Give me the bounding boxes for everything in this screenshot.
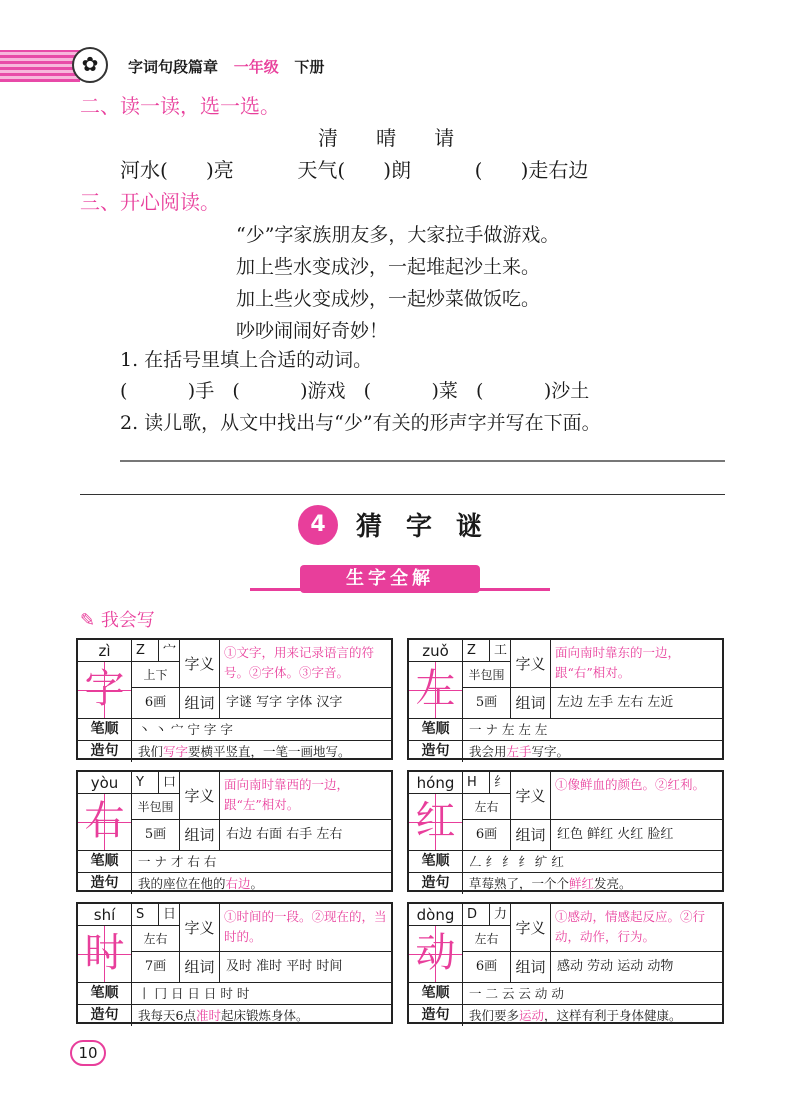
sentence: [138, 1005, 308, 1026]
radical-letter: Y: [136, 775, 144, 790]
words-label: 组词: [180, 688, 220, 718]
sentence-highlight: 右边: [225, 876, 251, 891]
words-label: 组词: [511, 952, 551, 982]
big-character: 右: [78, 794, 132, 850]
stroke-order: 丨 冂 日 日 日 时 时: [138, 986, 250, 1001]
header-decoration: [0, 50, 80, 82]
words-label: 组词: [511, 820, 551, 850]
radical-box: [132, 640, 180, 662]
stroke-order-row: [78, 982, 391, 1004]
big-character: 动: [409, 926, 463, 982]
meaning: ①感动，情感起反应。②行动，动作，行为。: [551, 904, 722, 952]
words: 字谜 写字 字体 汉字: [226, 695, 343, 710]
sentence-pre: 我的座位在他的: [138, 876, 226, 891]
radical: 工: [489, 640, 507, 662]
sentence-label: 造句: [409, 741, 463, 762]
grade-label: 一年级: [233, 58, 279, 76]
big-character: 红: [409, 794, 463, 850]
sentence-post: 写字。: [531, 744, 570, 759]
structure: 左右: [463, 926, 511, 952]
stroke-order: 𠃋 纟 纟 纟 纩 红: [469, 854, 564, 869]
poem-line-1: “少”字家族朋友多，大家拉手做游戏。: [236, 224, 560, 246]
big-character: 左: [409, 662, 463, 718]
words-label: 组词: [511, 688, 551, 718]
stroke-count: 7画: [132, 952, 180, 982]
meaning-label: 字义: [180, 772, 220, 820]
lesson-number-badge: 4: [298, 505, 338, 545]
stroke-order-label: 笔顺: [78, 719, 132, 740]
stroke-order: 一 ナ 才 右 右: [138, 854, 217, 869]
sentence-label: 造句: [409, 1005, 463, 1026]
words: 红色 鲜红 火红 脸红: [557, 827, 674, 842]
stroke-order-row: [78, 718, 391, 740]
section2-blanks: 河水( )亮 天气( )朗 ( )走右边: [120, 158, 589, 182]
stroke-order-row: [78, 850, 391, 872]
sentence: [469, 741, 569, 762]
question-2: 2. 读儿歌，从文中找出与“少”有关的形声字并写在下面。: [120, 412, 601, 434]
meaning-label: 字义: [180, 904, 220, 952]
radical-letter: S: [136, 907, 145, 922]
sentence-post: 要横平竖直，一笔一画地写。: [188, 744, 351, 759]
sentence-highlight: 准时: [195, 1008, 221, 1023]
big-character: 字: [78, 662, 132, 718]
poem-line-4: 吵吵闹闹好奇妙！: [236, 320, 389, 342]
char-card-zu: [407, 638, 724, 760]
book-title: 字词句段篇章: [128, 58, 219, 76]
stroke-order: 一 ナ 左 左 左: [469, 722, 548, 737]
write-section-label: ✎ 我会写: [80, 610, 155, 631]
poem-line-3: 加上些火变成炒，一起炒菜做饭吃。: [236, 288, 541, 310]
meaning: ①文字，用来记录语言的符号。②字体。③字音。: [220, 640, 391, 688]
section3-title: 三、开心阅读。: [80, 190, 220, 214]
structure: 左右: [463, 794, 511, 820]
stroke-order-row: [409, 850, 722, 872]
meaning: 面向南时靠西的一边，跟“左”相对。: [220, 772, 391, 820]
stroke-order-label: 笔顺: [409, 983, 463, 1004]
stroke-order-label: 笔顺: [409, 851, 463, 872]
radical: 宀: [158, 640, 176, 662]
sentence-row: [78, 1004, 391, 1026]
section2-title: 二、读一读，选一选。: [80, 94, 280, 118]
write-label-text: 我会写: [100, 610, 155, 631]
words: 右边 右面 右手 左右: [226, 827, 343, 842]
words-label: 组词: [180, 820, 220, 850]
pinyin: zì: [78, 640, 132, 662]
sentence-highlight: 鲜红: [569, 876, 595, 891]
sentence-pre: 我们: [138, 744, 164, 759]
char-card-dng: [407, 902, 724, 1024]
volume-label: 下册: [294, 58, 325, 76]
sentence-row: [409, 740, 722, 762]
radical: 纟: [489, 772, 507, 794]
sentence: [138, 873, 263, 894]
stroke-count: 6画: [132, 688, 180, 718]
sentence: [469, 873, 632, 894]
section2-options: 清 晴 请: [318, 126, 455, 150]
structure: 半包围: [132, 794, 180, 820]
sentence-highlight: 运动: [519, 1008, 545, 1023]
words: 左边 左手 左右 左近: [557, 695, 674, 710]
radical-box: [132, 904, 180, 926]
poem-line-2: 加上些水变成沙，一起堆起沙土来。: [236, 256, 541, 278]
char-card-sh: [76, 902, 393, 1024]
char-card-z: [76, 638, 393, 760]
meaning-label: 字义: [180, 640, 220, 688]
structure: 左右: [132, 926, 180, 952]
sentence-highlight: 左手: [506, 744, 532, 759]
sentence-pre: 我们要多: [469, 1008, 520, 1023]
pinyin: hóng: [409, 772, 463, 794]
structure: 半包围: [463, 662, 511, 688]
stroke-order: 一 二 云 云 动 动: [469, 986, 564, 1001]
pinyin: shí: [78, 904, 132, 926]
big-character: 时: [78, 926, 132, 982]
char-card-hng: [407, 770, 724, 892]
radical: 日: [158, 904, 176, 926]
radical: 口: [158, 772, 176, 794]
stroke-order-row: [409, 982, 722, 1004]
stroke-count: 6画: [463, 820, 511, 850]
sentence-label: 造句: [78, 741, 132, 762]
stroke-order: 丶 丶 宀 宁 字 字: [138, 722, 233, 737]
pinyin: yòu: [78, 772, 132, 794]
meaning-label: 字义: [511, 640, 551, 688]
new-characters-banner: 生字全解: [300, 565, 480, 593]
pinyin: zuǒ: [409, 640, 463, 662]
pinyin: dòng: [409, 904, 463, 926]
header-logo-icon: ✿: [72, 47, 108, 83]
sentence-row: [78, 740, 391, 762]
sentence-label: 造句: [78, 1005, 132, 1026]
sentence-row: [409, 872, 722, 894]
meaning-label: 字义: [511, 772, 551, 820]
sentence-pre: 我会用: [469, 744, 507, 759]
radical-box: [463, 772, 511, 794]
radical-letter: D: [467, 907, 478, 922]
radical-box: [132, 772, 180, 794]
stroke-count: 5画: [463, 688, 511, 718]
header-title: [128, 56, 324, 77]
radical-box: [463, 904, 511, 926]
sentence-pre: 草莓熟了，一个个: [469, 876, 570, 891]
lesson-title: 猜字谜: [356, 512, 507, 542]
meaning: ①时间的一段。②现在的，当时的。: [220, 904, 391, 952]
sentence-post: ，这样有利于身体健康。: [544, 1008, 682, 1023]
question-1-blanks: ( )手 ( )游戏 ( )菜 ( )沙土: [120, 380, 590, 402]
words: 感动 劳动 运动 动物: [557, 959, 674, 974]
sentence-row: [78, 872, 391, 894]
sentence-row: [409, 1004, 722, 1026]
stroke-count: 6画: [463, 952, 511, 982]
stroke-order-row: [409, 718, 722, 740]
sentence-post: 。: [250, 876, 264, 891]
stroke-order-label: 笔顺: [78, 983, 132, 1004]
radical-letter: Z: [467, 643, 476, 658]
sentence-pre: 我每天6点: [138, 1008, 196, 1023]
question-1: 1. 在括号里填上合适的动词。: [120, 349, 373, 371]
page-number: 10: [70, 1040, 106, 1066]
answer-line: [120, 460, 725, 462]
sentence: [469, 1005, 682, 1026]
meaning: 面向南时靠东的一边，跟“右”相对。: [551, 640, 722, 688]
sentence-label: 造句: [78, 873, 132, 894]
stroke-order-label: 笔顺: [78, 851, 132, 872]
stroke-count: 5画: [132, 820, 180, 850]
sentence-highlight: 写字: [163, 744, 189, 759]
stroke-order-label: 笔顺: [409, 719, 463, 740]
radical-letter: Z: [136, 643, 145, 658]
char-card-yu: [76, 770, 393, 892]
sentence-post: 发亮。: [594, 876, 632, 891]
radical-letter: H: [467, 775, 477, 790]
sentence-post: 起床锻炼身体。: [220, 1008, 309, 1023]
radical: 力: [489, 904, 507, 926]
sentence: [138, 741, 351, 762]
words-label: 组词: [180, 952, 220, 982]
structure: 上下: [132, 662, 180, 688]
meaning-label: 字义: [511, 904, 551, 952]
words: 及时 准时 平时 时间: [226, 959, 343, 974]
section-divider: [80, 494, 725, 495]
radical-box: [463, 640, 511, 662]
meaning: ①像鲜血的颜色。②红利。: [551, 772, 722, 820]
sentence-label: 造句: [409, 873, 463, 894]
